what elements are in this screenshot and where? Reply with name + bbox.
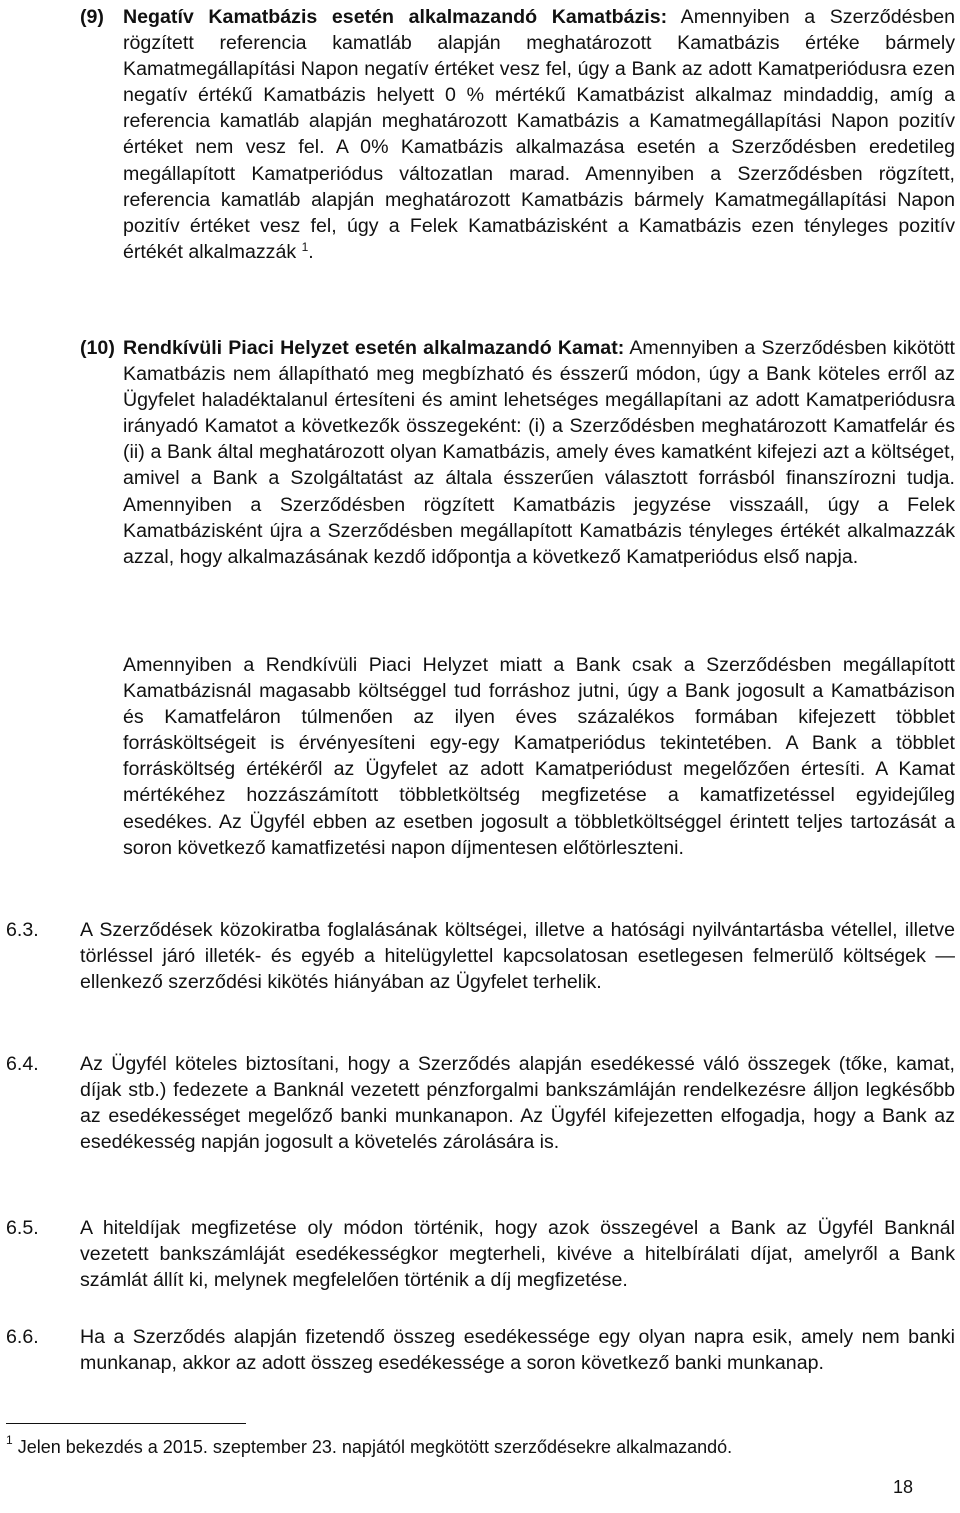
section-10-number: (10) [80,337,115,359]
section-9-text-end: . [308,240,314,263]
section-9 [123,4,955,265]
section-10 [123,335,955,570]
section-6-3 [80,917,955,995]
section-6-6-text: Ha a Szerződés alapján fizetendő összeg esedékessége egy olyan napra esik, amely nem banki munkanap, akkor az adott összeg esedékessége a soron következő banki munkanap. [80,1326,955,1375]
footnote-reference[interactable]: 1 [301,239,309,254]
section-6-4-text: Az Ügyfél köteles biztosítani, hogy a Szerződés alapján esedékessé váló összegek (tőke, kamat, díjak stb.) fedezete a Banknál vezetett pénzforgalmi bankszámláján rendelkezésre álljon legkésőbb az esedékességet megelőző banki munkanapon. Az Ügyfél kifejezetten elfogadja, hogy a Bank az esedékesség napján jogosult a követelés zárolására is. [80,1053,955,1154]
section-6-3-text: A Szerződések közokiratba foglalásának költségei, illetve a hatósági nyilvántartásba vétellel, illetve törléssel járó illeték- és egyéb a hitelügylettel kapcsolatosan esetlegesen felmerülő költségek — ellenkező szerződési kikötés hiányában az Ügyfelet terhelik. [80,919,955,994]
section-6-4-number: 6.4. [6,1053,39,1075]
section-9-text: Amennyiben a Szerződésben rögzített referencia kamatláb alapján meghatározott Kamatbázis értéke bármely Kamatmegállapítási Napon negatív értéket vesz fel, úgy a Bank az adott Kamatperiódusra ezen negatív értékű Kamatbázis helyett 0 % mértékű Kamatbázist alkalmaz mindaddig, amíg a referencia kamatláb alapján meghatározott Kamatbázis a Kamatmegállapítási Napon pozitív értéket nem vesz fel. A 0% Kamatbázis alkalmazása esetén a Szerződésben eredetileg megállapított Kamatperiódus változatlan marad. Amennyiben a Szerződésben rögzített, referencia kamatláb alapján meghatározott Kamatbázis bármely Kamatmegállapítási Napon pozitív értéket vesz fel, úgy a Felek Kamatbázisként a Kamatbázis ezen tényleges pozitív értékét alkalmazzák [123,6,955,263]
section-10-paragraph-2: Amennyiben a Rendkívüli Piaci Helyzet miatt a Bank csak a Szerződésben megállapított Kamatbázisnál magasabb költséggel tud forráshoz jutni, úgy a Bank jogosult a Kamatbázison és Kamatfeláron túlmenően az ilyen éves százalékos formában kifejezett többlet forrásköltségeit is érvényesíteni egy-egy Kamatperiódus tekintetében. A Bank a többlet forrásköltség értékéről az Ügyfelet az adott Kamatperiódust megelőzően értesíti. A Kamat mértékéhez hozzászámított többletköltség megfizetése a kamatfizetéssel egyidejűleg esedékes. Az Ügyfél ebben az esetben jogosult a többletköltséggel érintett teljes tartozását a soron következő kamatfizetési napon díjmentesen előtörleszteni. [123,654,955,859]
section-6-4 [80,1051,955,1155]
footnote-marker: 1 [6,1433,13,1447]
section-9-paragraph [123,4,955,265]
footnote-text: Jelen bekezdés a 2015. szeptember 23. napjától megkötött szerződésekre alkalmazandó. [17,1437,733,1457]
section-6-6-number: 6.6. [6,1326,39,1348]
section-10-text: Amennyiben a Szerződésben kikötött Kamatbázis nem állapítható meg megbízható és ésszerű módon, úgy a Bank köteles erről az Ügyfelet haladéktalanul értesíteni és amint lehetséges megállapítani az adott Kamatperiódusra irányadó Kamatot a következők összegeként: (i) a Szerződésben meghatározott Kamatfelár és (ii) a Bank által meghatározott olyan Kamatbázis, amely éves kamatként kifejezi azt a költséget, amivel a Bank a Szolgáltatást az általa ésszerűen választott forrásból finanszírozni tudja. Amennyiben a Szerződésben rögzített Kamatbázis jegyzése visszaáll, úgy a Felek Kamatbázisként újra a Szerződésben megállapított Kamatbázis tényleges értékét alkalmazzák azzal, hogy alkalmazásának kezdő időpontja a következő Kamatperiódus első napja. [123,337,955,568]
section-9-number: (9) [80,6,104,28]
section-6-3-number: 6.3. [6,919,39,941]
section-10-heading: Rendkívüli Piaci Helyzet esetén alkalmazandó Kamat: [123,337,625,359]
section-10-paragraph-1 [123,335,955,570]
footnote-divider [6,1423,246,1424]
section-6-5 [80,1215,955,1293]
section-6-6 [80,1324,955,1376]
footnote [6,1433,906,1458]
section-6-5-number: 6.5. [6,1217,39,1239]
section-6-5-text: A hiteldíjak megfizetése oly módon történik, hogy azok összegével a Bank az Ügyfél Banknál vezetett bankszámláját esedékességkor megterheli, kivéve a hitelbírálati díjat, amelyről a Bank számlát állít ki, melynek megfelelően történik a díj megfizetése. [80,1217,955,1292]
section-9-heading: Negatív Kamatbázis esetén alkalmazandó Kamatbázis: [123,6,668,28]
page-number: 18 [893,1477,914,1497]
section-10-continuation [123,652,955,861]
